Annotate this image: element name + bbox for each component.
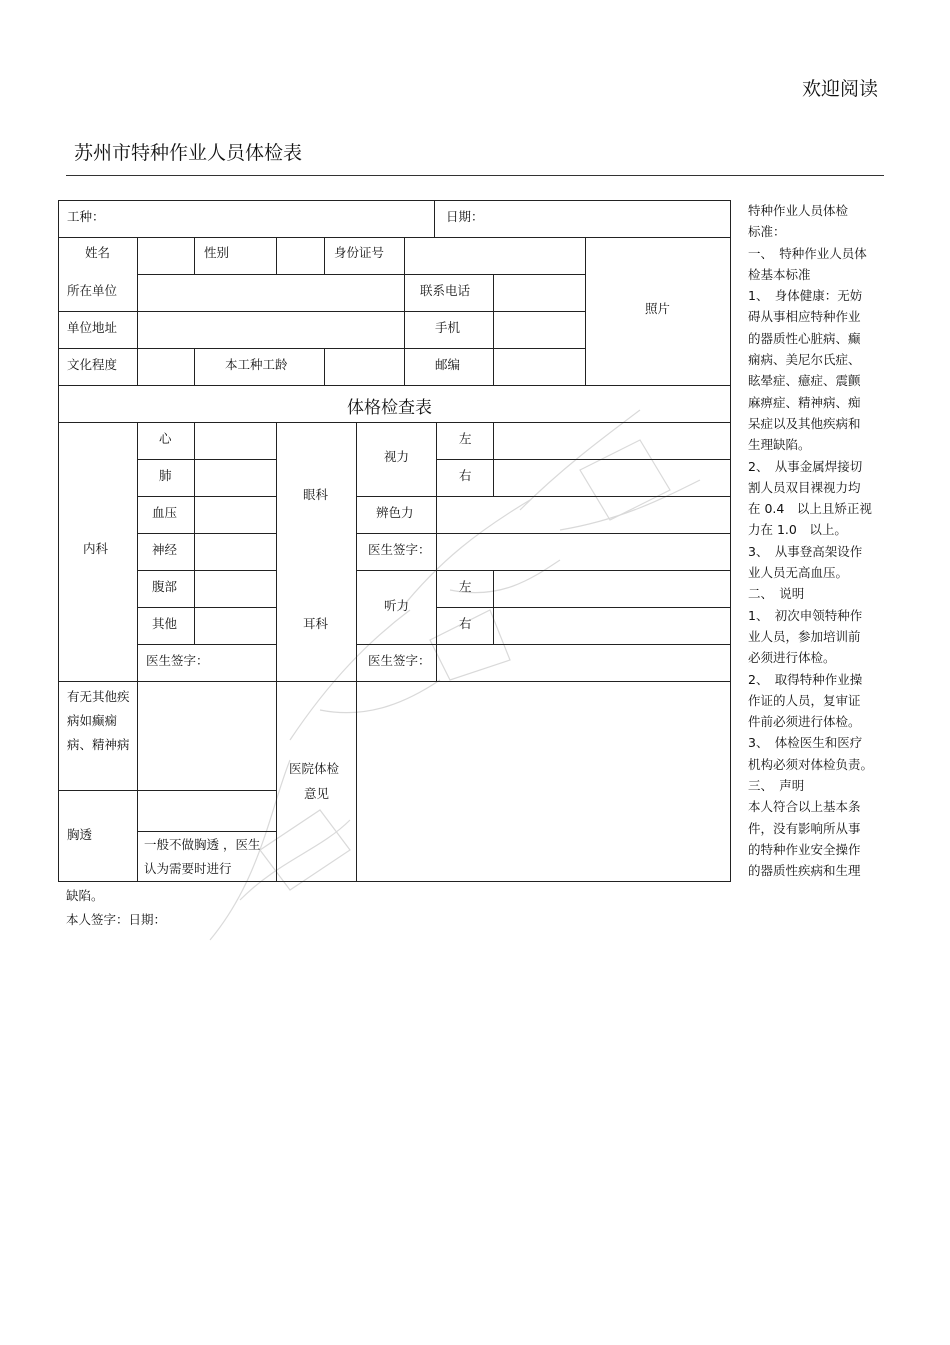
chest-xray-note: 一般不做胸透 ，医生认为需要时进行	[144, 837, 261, 876]
sidebar-line: 碍从事相应特种作业	[748, 309, 861, 325]
sidebar-line: 必须进行体检。	[748, 650, 836, 666]
sidebar-line: 2、 从事金属焊接切	[748, 458, 863, 474]
phone-label: 联系电话	[420, 283, 471, 298]
other-disease-label: 有无其他疾病如癫痫病、精神病	[67, 689, 130, 752]
sidebar-line: 本人符合以上基本条	[748, 799, 861, 815]
postcode-label: 邮编	[435, 357, 461, 372]
internal-doctor-sign-label: 医生签字：	[146, 653, 209, 668]
id-number-label: 身份证号	[334, 245, 385, 260]
internal-medicine-label: 内科	[83, 541, 109, 556]
hospital-opinion-label-1: 医院体检	[289, 761, 340, 776]
signature-date-line: 本人签字：日期：	[66, 912, 167, 927]
abdomen-label: 腹部	[152, 579, 178, 594]
hearing-right-label: 右	[459, 616, 472, 631]
mobile-label: 手机	[435, 320, 461, 335]
sidebar-line: 生理缺陷。	[748, 437, 811, 453]
gender-label: 性别	[204, 245, 230, 260]
defect-text: 缺陷。	[66, 888, 104, 903]
eye-label: 眼科	[303, 487, 329, 502]
lung-label: 肺	[159, 468, 172, 483]
sidebar-line: 痫病、美尼尔氏症、	[748, 352, 861, 368]
sidebar-line: 一、 特种作业人员体	[748, 245, 867, 261]
nerve-label: 神经	[152, 542, 178, 557]
sidebar-line: 3、 从事登高架设作	[748, 543, 863, 559]
hearing-left-label: 左	[459, 579, 472, 594]
date-label: 日期：	[446, 209, 484, 224]
hearing-label: 听力	[384, 598, 410, 613]
ear-label: 耳科	[303, 616, 329, 631]
ear-doctor-sign-label: 医生签字：	[368, 653, 431, 668]
sidebar-line: 3、 体检医生和医疗	[748, 735, 863, 751]
sidebar-line: 检基本标准	[748, 266, 811, 282]
vision-left-label: 左	[459, 431, 472, 446]
color-vision-label: 辨色力	[376, 505, 414, 520]
sidebar-line: 二、 说明	[748, 586, 805, 602]
page-title: 苏州市特种作业人员体检表	[74, 142, 303, 164]
sidebar-line: 的器质性疾病和生理	[748, 863, 861, 879]
title-divider	[66, 175, 884, 176]
sidebar-line: 割人员双目裸视力均	[748, 479, 861, 495]
sidebar-line: 1、 身体健康：无妨	[748, 288, 863, 304]
sidebar-line: 作证的人员，复审证	[748, 692, 861, 708]
vision-right-label: 右	[459, 468, 472, 483]
hospital-opinion-label-2: 意见	[304, 786, 330, 801]
chest-xray-label: 胸透	[67, 827, 93, 842]
sidebar-line: 件，没有影响所从事	[748, 820, 861, 836]
sidebar-line: 2、 取得特种作业操	[748, 671, 863, 687]
years-label: 本工种工龄	[225, 357, 288, 372]
photo-label: 照片	[645, 301, 671, 316]
sidebar-line: 业人员，参加培训前	[748, 628, 861, 644]
standards-sidebar	[748, 200, 874, 882]
welcome-text: 欢迎阅读	[801, 78, 878, 100]
employer-label: 所在单位	[67, 283, 118, 298]
sidebar-line: 的器质性心脏病、癫	[748, 330, 861, 346]
sidebar-line: 业人员无高血压。	[748, 565, 849, 581]
sidebar-line: 在 0.4 以上且矫正视	[748, 501, 872, 517]
exam-form-table	[58, 200, 731, 882]
sidebar-line: 的特种作业安全操作	[748, 841, 861, 857]
sidebar-line: 件前必须进行体检。	[748, 714, 861, 730]
sidebar-line: 呆症以及其他疾病和	[748, 415, 861, 431]
sidebar-line: 眩晕症、癔症、震颤	[748, 373, 861, 389]
name-label: 姓名	[85, 245, 111, 260]
education-label: 文化程度	[67, 357, 118, 372]
vision-label: 视力	[384, 449, 410, 464]
eye-doctor-sign-label: 医生签字：	[368, 542, 431, 557]
address-label: 单位地址	[67, 320, 118, 335]
sidebar-line: 1、 初次申领特种作	[748, 607, 863, 623]
other-label: 其他	[152, 616, 178, 631]
exam-table-title: 体格检查表	[347, 398, 432, 418]
sidebar-line: 三、 声明	[748, 778, 805, 794]
sidebar-line: 特种作业人员体检	[748, 203, 849, 218]
heart-label: 心	[159, 431, 172, 446]
sidebar-line: 机构必须对体检负责。	[748, 756, 874, 772]
blood-pressure-label: 血压	[152, 505, 178, 520]
sidebar-line: 标准：	[748, 224, 786, 240]
work-type-label: 工种：	[67, 209, 105, 224]
sidebar-line: 力在 1.0 以上。	[748, 522, 847, 538]
sidebar-line: 麻痹症、精神病、痴	[748, 394, 861, 410]
